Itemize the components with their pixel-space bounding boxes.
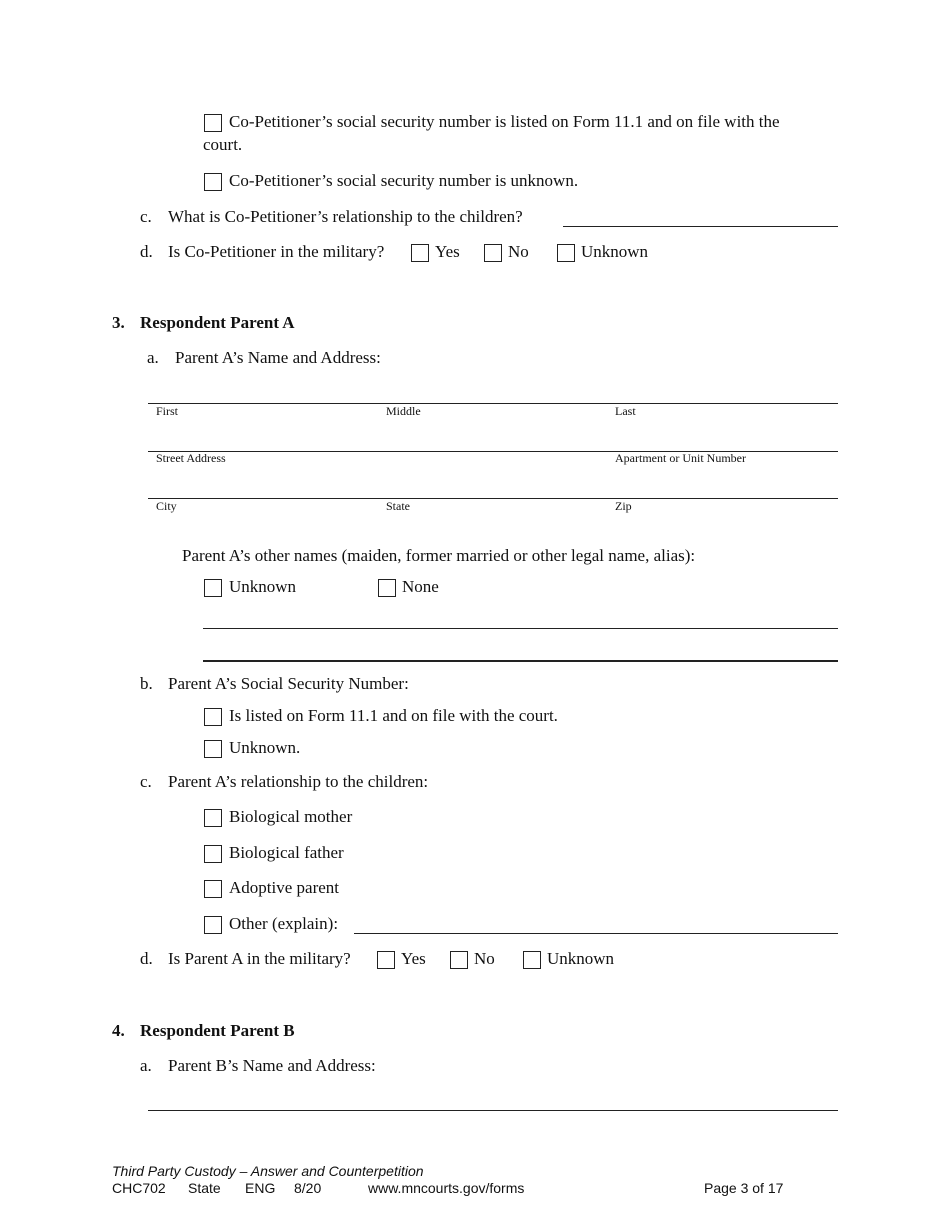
section4-a-label: Parent B’s Name and Address: bbox=[168, 1056, 376, 1075]
section3-number: 3. bbox=[112, 313, 125, 332]
co-petitioner-military-no-checkbox[interactable] bbox=[484, 244, 502, 262]
relationship-other-field[interactable] bbox=[354, 933, 838, 934]
parent-a-military-unknown-label: Unknown bbox=[547, 949, 615, 968]
other-names-unknown-checkbox[interactable] bbox=[204, 579, 222, 597]
other-names-unknown-label: Unknown bbox=[229, 577, 297, 596]
co-petitioner-ssn-unknown-checkbox[interactable] bbox=[204, 173, 222, 191]
parent-a-ssn-unknown-label: Unknown. bbox=[229, 738, 301, 757]
parent-a-ssn-unknown-checkbox[interactable] bbox=[204, 740, 222, 758]
section3-b-marker: b. bbox=[140, 674, 153, 693]
parent-a-military-no-checkbox[interactable] bbox=[450, 951, 468, 969]
relationship-other-checkbox[interactable] bbox=[204, 916, 222, 934]
other-names-label: Parent A’s other names (maiden, former married or other legal name, alias): bbox=[182, 546, 696, 565]
co-petitioner-ssn-listed-label: Co-Petitioner’s social security number is listed on Form 11.1 and on file with the bbox=[229, 112, 780, 131]
section3-d-label: Is Parent A in the military? bbox=[168, 949, 351, 968]
parent-a-ssn-listed-checkbox[interactable] bbox=[204, 708, 222, 726]
section3-d-marker: d. bbox=[140, 949, 153, 968]
relationship-biological-father-checkbox[interactable] bbox=[204, 845, 222, 863]
co-petitioner-military-unknown-label: Unknown bbox=[581, 242, 649, 261]
section4-title: Respondent Parent B bbox=[140, 1021, 295, 1040]
parent-a-military-yes-label: Yes bbox=[401, 949, 426, 968]
middle-name-label: Middle bbox=[386, 404, 421, 418]
relationship-biological-mother-label: Biological mother bbox=[229, 807, 353, 826]
co-petitioner-relationship-question: What is Co-Petitioner’s relationship to the children? bbox=[168, 207, 523, 226]
city-line[interactable] bbox=[148, 498, 838, 499]
co-petitioner-military-yes-checkbox[interactable] bbox=[411, 244, 429, 262]
co-petitioner-ssn-listed-label-cont: court. bbox=[203, 135, 243, 154]
relationship-biological-father-label: Biological father bbox=[229, 843, 344, 862]
section4-number: 4. bbox=[112, 1021, 125, 1040]
relationship-biological-mother-checkbox[interactable] bbox=[204, 809, 222, 827]
name-line[interactable] bbox=[148, 403, 838, 404]
first-name-label: First bbox=[156, 404, 179, 418]
relationship-adoptive-parent-label: Adoptive parent bbox=[229, 878, 339, 897]
footer-language: ENG bbox=[245, 1180, 276, 1196]
city-label: City bbox=[156, 499, 177, 513]
other-names-none-label: None bbox=[402, 577, 439, 596]
zip-label: Zip bbox=[615, 499, 632, 513]
state-label: State bbox=[386, 499, 410, 513]
section3-b-label: Parent A’s Social Security Number: bbox=[168, 674, 409, 693]
parent-a-military-yes-checkbox[interactable] bbox=[377, 951, 395, 969]
section3-title: Respondent Parent A bbox=[140, 313, 295, 332]
section3-c-label: Parent A’s relationship to the children: bbox=[168, 772, 429, 791]
section3-a-label: Parent A’s Name and Address: bbox=[175, 348, 381, 367]
co-petitioner-military-question: Is Co-Petitioner in the military? bbox=[168, 242, 385, 261]
section3-a-marker: a. bbox=[147, 348, 159, 367]
footer-date: 8/20 bbox=[294, 1180, 322, 1196]
section4-a-marker: a. bbox=[140, 1056, 152, 1075]
other-names-line-2[interactable] bbox=[203, 660, 838, 662]
co-petitioner-ssn-unknown-label: Co-Petitioner’s social security number is unknown. bbox=[229, 171, 579, 190]
parent-a-military-unknown-checkbox[interactable] bbox=[523, 951, 541, 969]
co-petitioner-military-no-label: No bbox=[508, 242, 529, 261]
footer-state: State bbox=[188, 1180, 221, 1196]
footer-form-code: CHC702 bbox=[112, 1180, 166, 1196]
co-petitioner-military-marker: d. bbox=[140, 242, 153, 261]
footer-page-number: Page 3 of 17 bbox=[704, 1180, 784, 1196]
co-petitioner-ssn-listed-checkbox[interactable] bbox=[204, 114, 222, 132]
street-address-label: Street Address bbox=[156, 451, 226, 465]
co-petitioner-military-yes-label: Yes bbox=[435, 242, 460, 261]
co-petitioner-relationship-field[interactable] bbox=[563, 226, 838, 227]
parent-a-military-no-label: No bbox=[474, 949, 495, 968]
parent-a-ssn-listed-label: Is listed on Form 11.1 and on file with the court. bbox=[229, 706, 558, 725]
section3-c-marker: c. bbox=[140, 772, 152, 791]
co-petitioner-military-unknown-checkbox[interactable] bbox=[557, 244, 575, 262]
footer-url: www.mncourts.gov/forms bbox=[368, 1180, 525, 1196]
other-names-line-1[interactable] bbox=[203, 628, 838, 629]
footer-title: Third Party Custody – Answer and Counterpetition bbox=[112, 1163, 424, 1179]
relationship-adoptive-parent-checkbox[interactable] bbox=[204, 880, 222, 898]
co-petitioner-relationship-marker: c. bbox=[140, 207, 152, 226]
relationship-other-label: Other (explain): bbox=[229, 914, 339, 933]
apartment-label: Apartment or Unit Number bbox=[615, 451, 746, 465]
last-name-label: Last bbox=[615, 404, 636, 418]
other-names-none-checkbox[interactable] bbox=[378, 579, 396, 597]
parent-b-name-line[interactable] bbox=[148, 1110, 838, 1111]
